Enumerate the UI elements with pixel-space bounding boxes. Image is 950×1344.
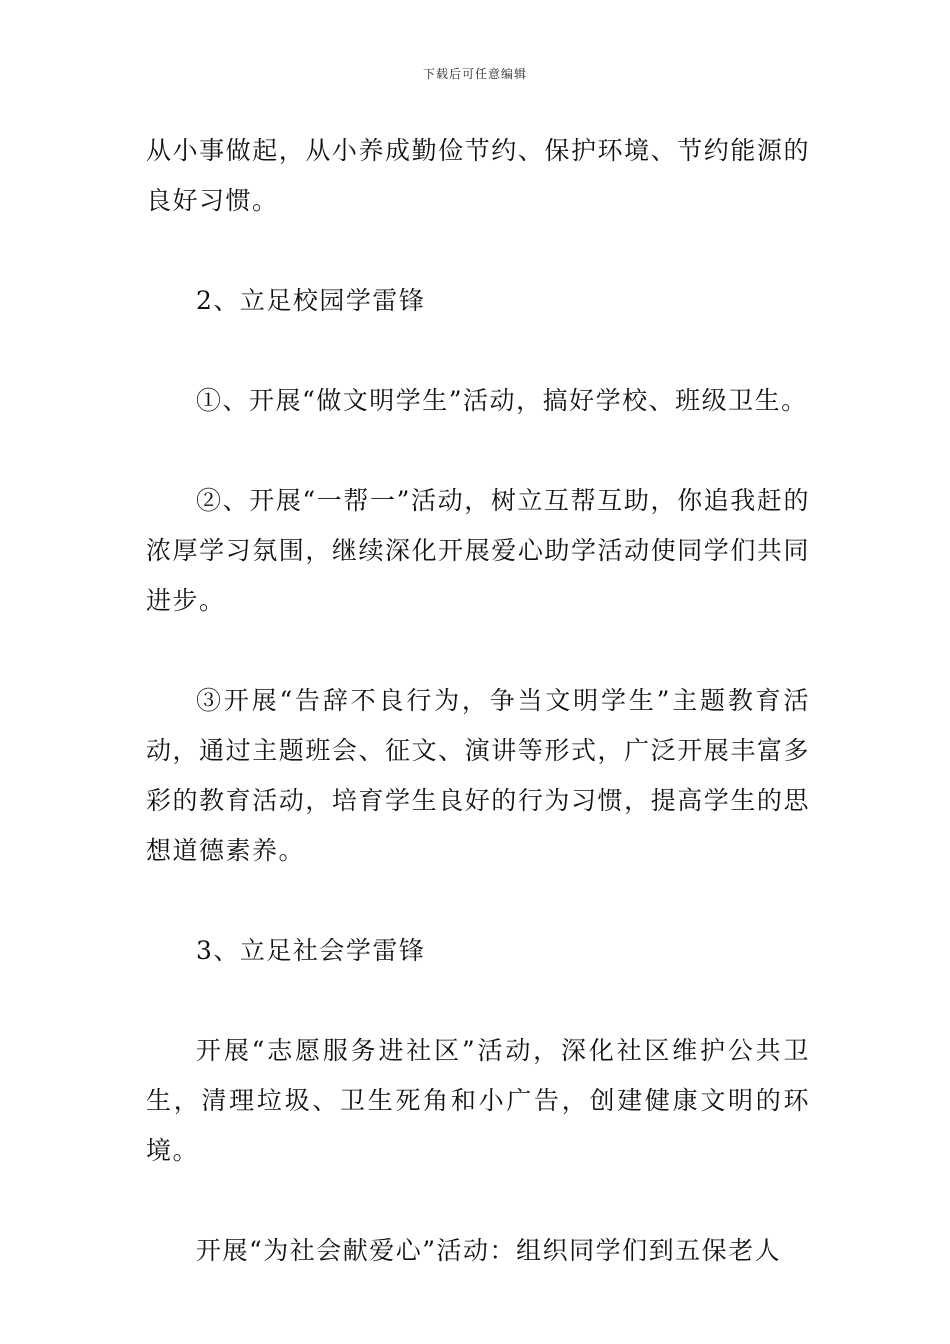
section-heading-campus: 2、立足校园学雷锋 (196, 286, 426, 315)
paragraph-love-society: 开展“为社会献爱心”活动：组织同学们到五保老人 (196, 1236, 782, 1265)
document-body (146, 126, 810, 1276)
paragraph-mutual-help: ②、开展“一帮一”活动，树立互帮互助，你追我赶的浓厚学习氛围，继续深化开展爱心助学活动使同学们共同进步。 (146, 486, 810, 615)
section-heading-society: 3、立足社会学雷锋 (196, 936, 426, 965)
paragraph-civilized-student: ①、开展“做文明学生”活动，搞好学校、班级卫生。 (196, 386, 808, 415)
paragraph-volunteer-community: 开展“志愿服务进社区”活动，深化社区维护公共卫生，清理垃圾、卫生死角和小广告，创建健康文明的环境。 (146, 1036, 810, 1165)
paragraph-farewell-bad-behavior: ③开展“告辞不良行为，争当文明学生”主题教育活动，通过主题班会、征文、演讲等形式，广泛开展丰富多彩的教育活动，培育学生良好的行为习惯，提高学生的思想道德素养。 (146, 686, 810, 865)
paragraph-continuation: 从小事做起，从小养成勤俭节约、保护环境、节约能源的良好习惯。 (146, 136, 810, 215)
page-header: 下载后可任意编辑 (422, 67, 527, 81)
